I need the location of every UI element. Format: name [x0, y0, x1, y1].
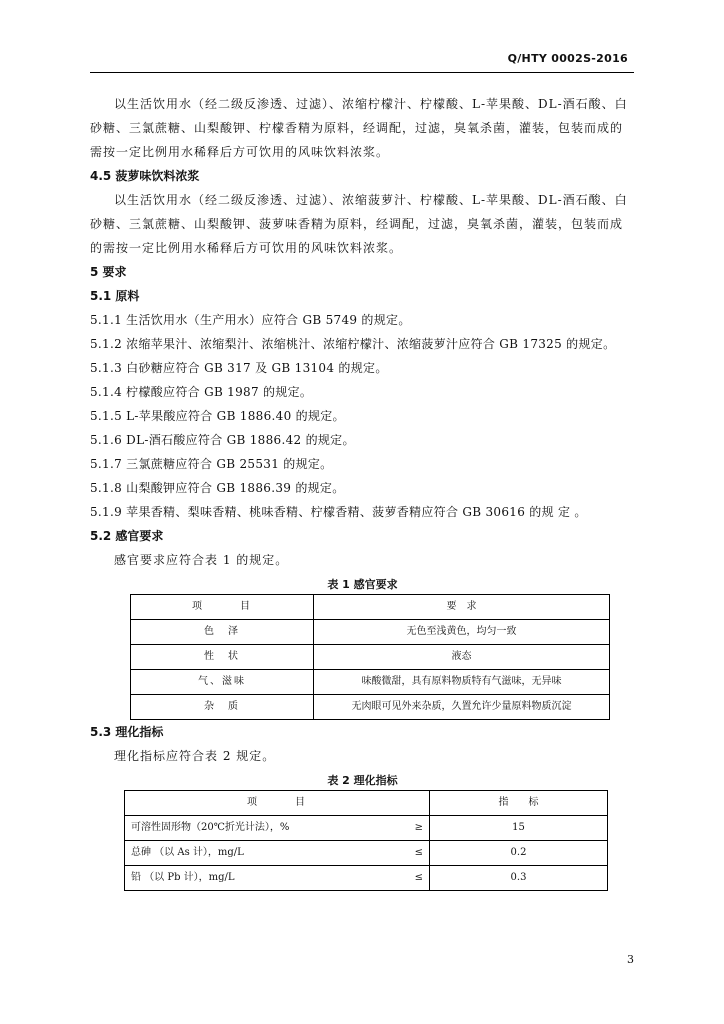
- sec-5-3-heading: 5.3 理化指标: [90, 725, 164, 739]
- table-2-title: 表 2 理化指标: [327, 774, 398, 787]
- clause-5-1-2: 5.1.2 浓缩苹果汁、浓缩梨汁、浓缩桃汁、浓缩柠檬汁、浓缩菠萝汁应符合 GB 17325 的规定。: [90, 337, 616, 351]
- table-cell-symbol: ≤: [387, 866, 430, 891]
- sec-5-2-paragraph: 感官要求应符合表 1 的规定。: [114, 553, 289, 567]
- table-cell: 味酸微甜，具有原料物质特有气滋味，无异味: [314, 670, 610, 695]
- table-cell: 可溶性固形物（20℃折光计法），%: [125, 816, 388, 841]
- table-header-row: [131, 595, 610, 620]
- table-cell: 0.3: [430, 866, 608, 891]
- page-number: 3: [627, 953, 634, 966]
- table-row: [131, 645, 610, 670]
- clause-5-1-5: 5.1.5 L-苹果酸应符合 GB 1886.40 的规定。: [90, 409, 345, 423]
- table-cell: 总砷 （以 As 计），mg/L: [125, 841, 388, 866]
- table-cell: 无色至浅黄色，均匀一致: [314, 620, 610, 645]
- clause-5-1-3: 5.1.3 白砂糖应符合 GB 317 及 GB 13104 的规定。: [90, 361, 388, 375]
- clause-5-1-7: 5.1.7 三氯蔗糖应符合 GB 25531 的规定。: [90, 457, 333, 471]
- sec-5-1-heading: 5.1 原料: [90, 289, 140, 303]
- table-cell: 液态: [314, 645, 610, 670]
- clause-5-1-4: 5.1.4 柠檬酸应符合 GB 1987 的规定。: [90, 385, 313, 399]
- table-cell: 色 泽: [131, 620, 314, 645]
- table-row: [125, 841, 608, 866]
- header-rule: [90, 72, 634, 73]
- clause-5-1-1: 5.1.1 生活饮用水（生产用水）应符合 GB 5749 的规定。: [90, 313, 411, 327]
- document-code: Q/HTY 0002S-2016: [507, 52, 628, 65]
- sec-5-3-paragraph: 理化指标应符合表 2 规定。: [114, 749, 276, 763]
- sec-4-5-heading: 4.5 菠萝味饮料浓浆: [90, 169, 200, 183]
- clause-5-1-8: 5.1.8 山梨酸钾应符合 GB 1886.39 的规定。: [90, 481, 345, 495]
- table-row: [131, 620, 610, 645]
- table-cell: 杂 质: [131, 695, 314, 720]
- document-body: [90, 92, 635, 891]
- table-row: [131, 670, 610, 695]
- table-cell-symbol: ≥: [387, 816, 430, 841]
- sec-5-2-heading: 5.2 感官要求: [90, 529, 164, 543]
- table-cell: 0.2: [430, 841, 608, 866]
- sec-4-4-paragraph: 以生活饮用水（经二级反渗透、过滤）、浓缩柠檬汁、柠檬酸、L-苹果酸、DL-酒石酸、白砂糖、三氯蔗糖、山梨酸钾、柠檬香精为原料，经调配，过滤，臭氧杀菌，灌装，包装而成的需按一定比例用水稀释后方可饮用的风味饮料浓浆。: [90, 97, 628, 159]
- sec-4-5-paragraph: 以生活饮用水（经二级反渗透、过滤）、浓缩菠萝汁、柠檬酸、L-苹果酸、DL-酒石酸、白砂糖、三氯蔗糖、山梨酸钾、菠萝味香精为原料，经调配，过滤，臭氧杀菌，灌装，包装而成的需按一定比例用水稀释后方可饮用的风味饮料浓浆。: [90, 193, 628, 255]
- table-header-cell: 项 目: [131, 595, 314, 620]
- table-header-cell: 要 求: [314, 595, 610, 620]
- sec-5-heading: 5 要求: [90, 265, 127, 279]
- table-row: [125, 816, 608, 841]
- table-row: [131, 695, 610, 720]
- table-cell: 气、滋味: [131, 670, 314, 695]
- table-cell: 性 状: [131, 645, 314, 670]
- clause-5-1-9: 5.1.9 苹果香精、梨味香精、桃味香精、柠檬香精、菠萝香精应符合 GB 30616 的规 定 。: [90, 505, 587, 519]
- table-cell: 无肉眼可见外来杂质，久置允许少量原料物质沉淀: [314, 695, 610, 720]
- clause-5-1-6: 5.1.6 DL-酒石酸应符合 GB 1886.42 的规定。: [90, 433, 355, 447]
- physicochemical-table: [124, 790, 608, 891]
- table-header-cell: 项 目: [125, 791, 430, 816]
- sensory-table: [130, 594, 610, 720]
- table-1-title: 表 1 感官要求: [327, 578, 398, 591]
- table-header-row: [125, 791, 608, 816]
- table-cell-symbol: ≤: [387, 841, 430, 866]
- table-row: [125, 866, 608, 891]
- table-cell: 铅 （以 Pb 计），mg/L: [125, 866, 388, 891]
- table-header-cell: 指 标: [430, 791, 608, 816]
- table-cell: 15: [430, 816, 608, 841]
